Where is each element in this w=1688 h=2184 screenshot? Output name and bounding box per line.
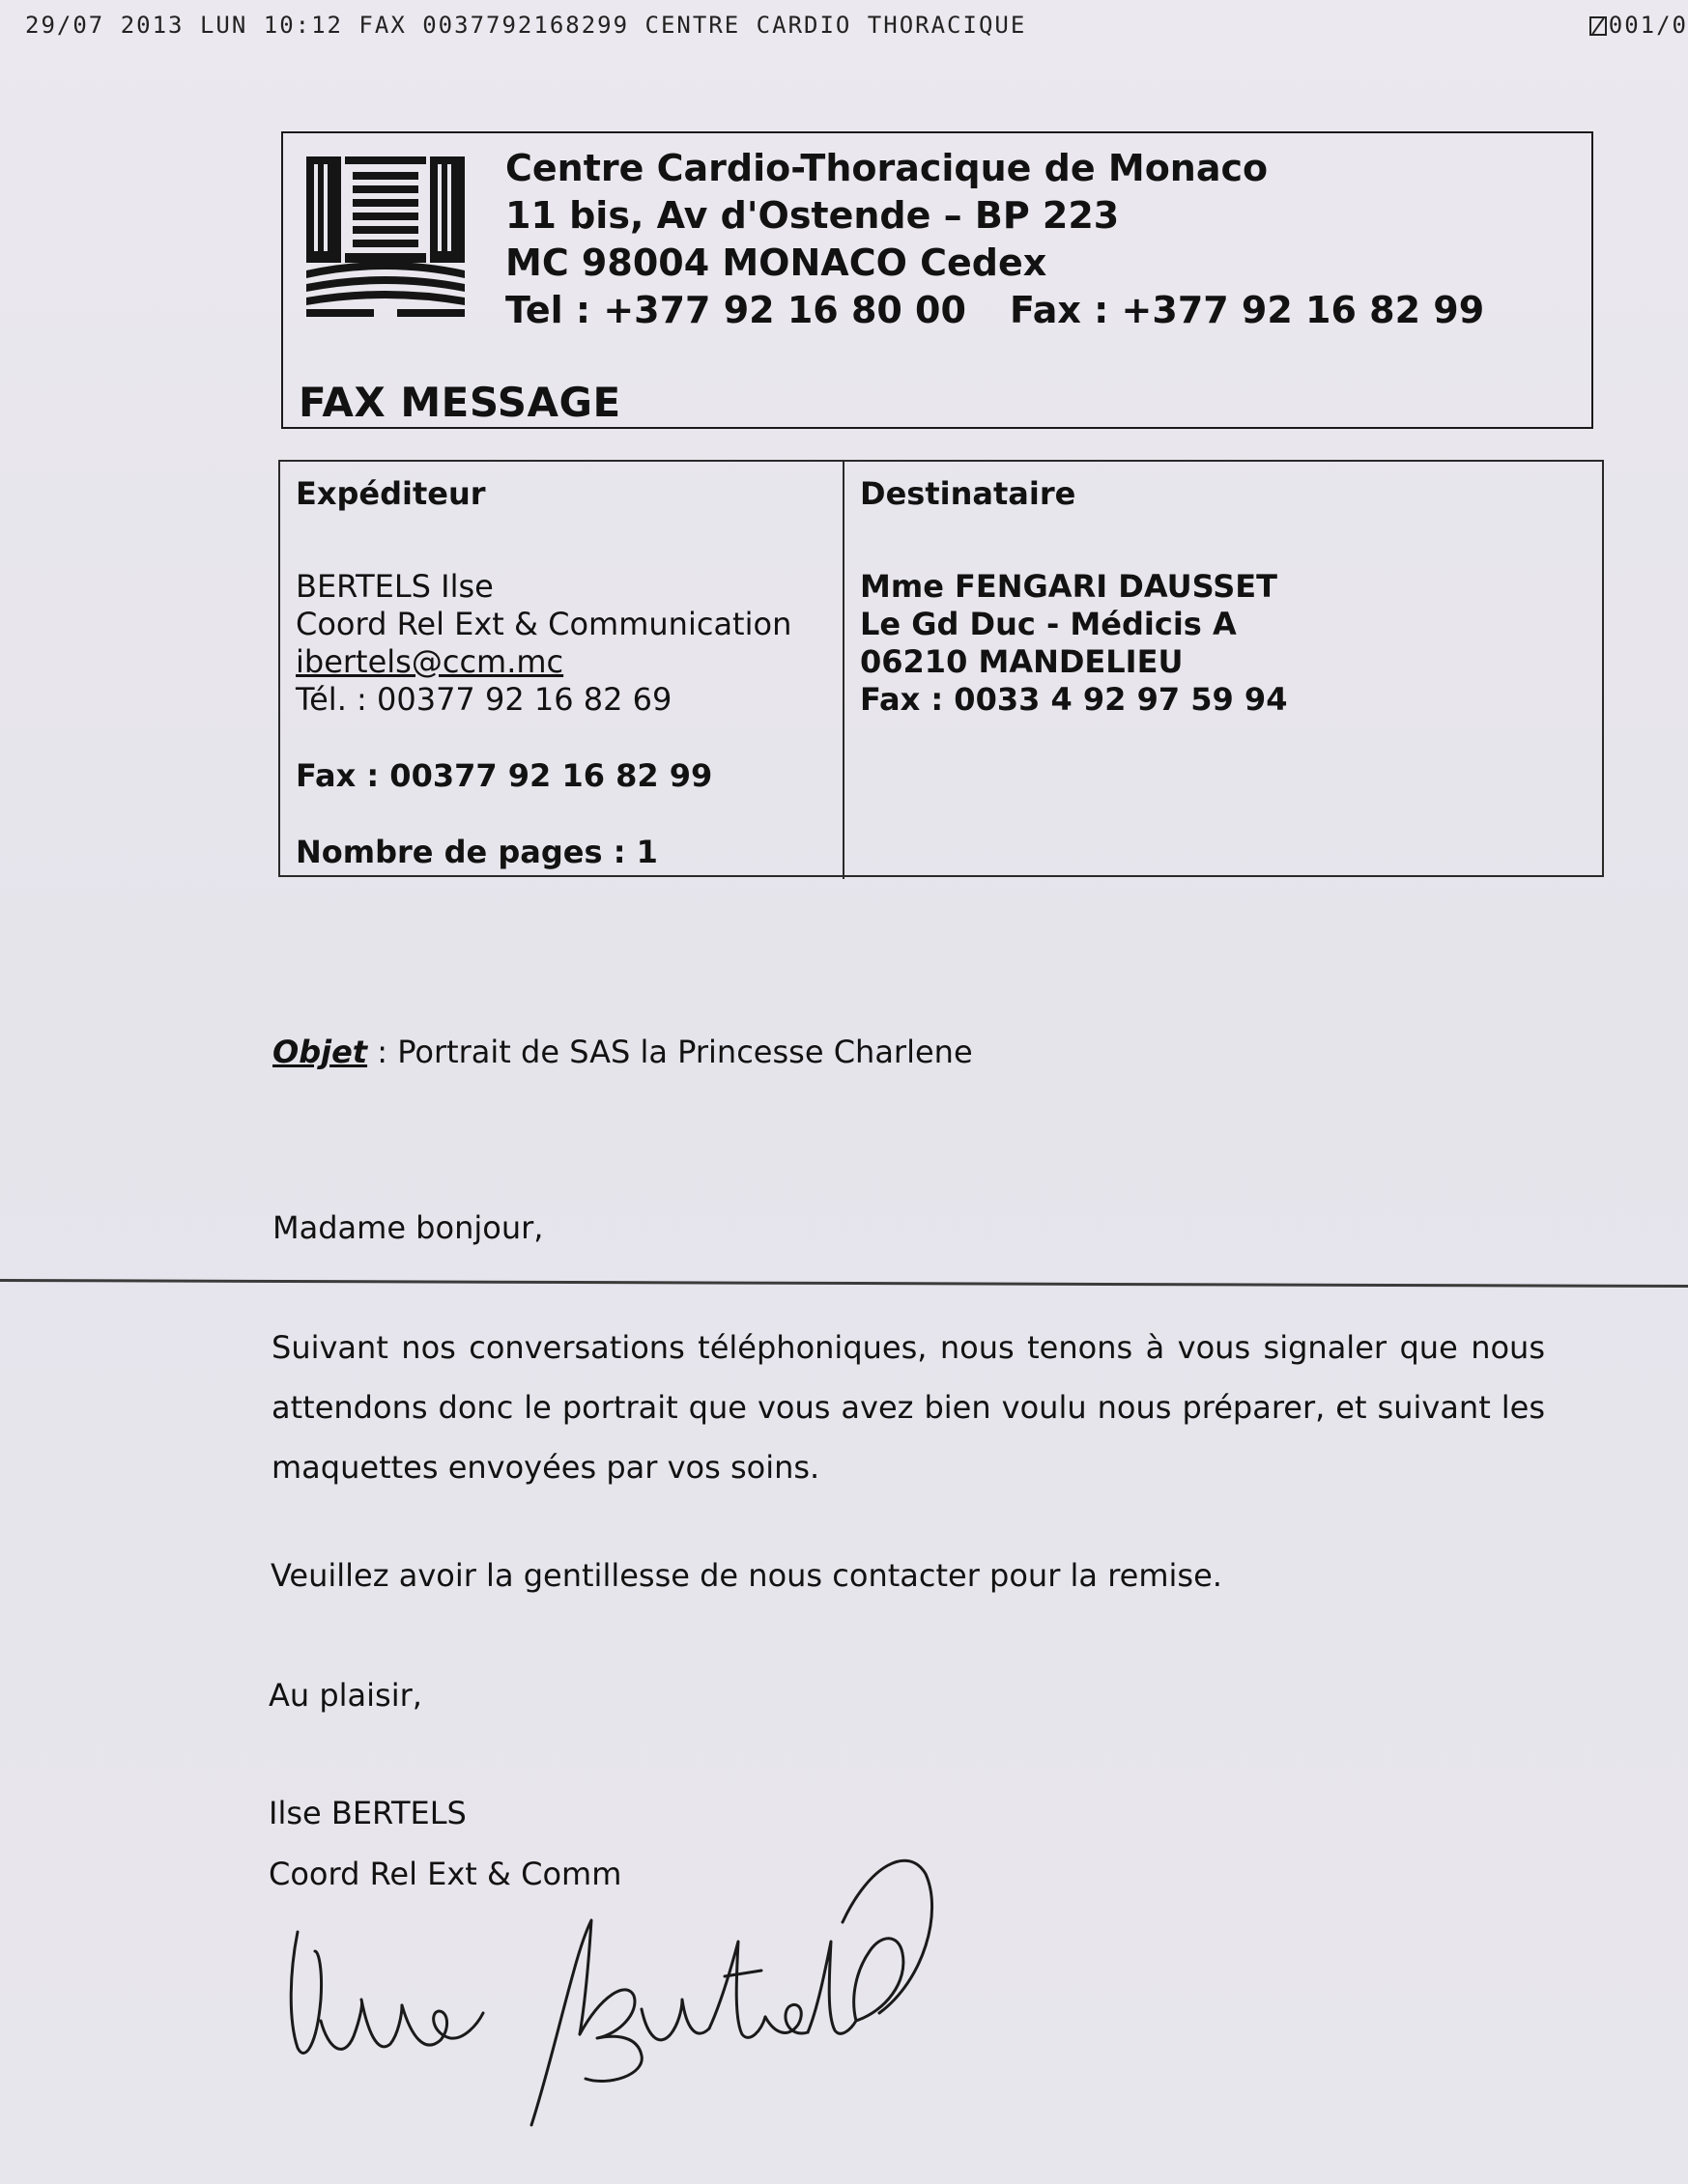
org-name: Centre Cardio-Thoracique de Monaco — [505, 147, 1269, 189]
org-fax: Fax : +377 92 16 82 99 — [1010, 289, 1485, 331]
subject-text: Portrait de SAS la Princesse Charlene — [397, 1034, 973, 1070]
subject-line — [272, 1034, 973, 1070]
recipient-fax: Fax : 0033 4 92 97 59 94 — [860, 681, 1288, 718]
sender-name: BERTELS Ilse — [296, 568, 494, 605]
handwritten-signature — [271, 1806, 986, 2183]
org-address-line2: MC 98004 MONACO Cedex — [505, 241, 1047, 284]
checkbox-mark-icon — [1589, 16, 1607, 36]
greeting: Madame bonjour, — [272, 1209, 544, 1246]
org-address-line1: 11 bis, Av d'Ostende – BP 223 — [505, 194, 1120, 237]
signer-name: Ilse BERTELS — [269, 1795, 467, 1831]
sender-email-link[interactable]: ibertels@ccm.mc — [296, 643, 564, 680]
fax-transmission-header — [25, 12, 1688, 39]
recipient-name: Mme FENGARI DAUSSET — [860, 568, 1277, 605]
recipient-column — [860, 475, 1287, 719]
recipient-address-line2: 06210 MANDELIEU — [860, 643, 1184, 680]
fax-page-counter — [1589, 12, 1688, 39]
recipient-heading: Destinataire — [860, 475, 1076, 512]
organization-info — [505, 145, 1485, 334]
page-count: Nombre de pages : 1 — [296, 834, 658, 870]
org-tel: Tel : +377 92 16 80 00 — [505, 289, 966, 331]
sender-fax: Fax : 00377 92 16 82 99 — [296, 757, 713, 794]
fax-page-number: 001/0 — [1608, 12, 1688, 39]
sender-column — [296, 475, 791, 871]
fax-header-line: 29/07 2013 LUN 10:12 FAX 0037792168299 CENTRE CARDIO THORACIQUE — [25, 12, 1027, 39]
closing: Au plaisir, — [269, 1677, 422, 1714]
letterhead-box — [281, 131, 1593, 429]
sender-tel: Tél. : 00377 92 16 82 69 — [296, 681, 672, 718]
recipient-address-line1: Le Gd Duc - Médicis A — [860, 606, 1237, 642]
signer-role: Coord Rel Ext & Comm — [269, 1856, 622, 1892]
body-paragraph-2: Veuillez avoir la gentillesse de nous contacter pour la remise. — [271, 1557, 1222, 1594]
parties-table — [278, 460, 1604, 877]
page-fold-line — [0, 1279, 1688, 1288]
fax-message-title: FAX MESSAGE — [299, 379, 621, 426]
subject-separator: : — [367, 1034, 398, 1070]
sender-role: Coord Rel Ext & Communication — [296, 606, 792, 642]
parties-divider — [843, 462, 844, 879]
ccm-logo-icon — [306, 156, 465, 319]
body-paragraph-1: Suivant nos conversations téléphoniques, nous tenons à vous signaler que nous attendons donc le portrait que vous avez bien voulu nous préparer, et suivant les maquettes envoyées par vos soins. — [272, 1329, 1545, 1486]
subject-label: Objet — [272, 1034, 368, 1070]
sender-heading: Expéditeur — [296, 475, 486, 512]
